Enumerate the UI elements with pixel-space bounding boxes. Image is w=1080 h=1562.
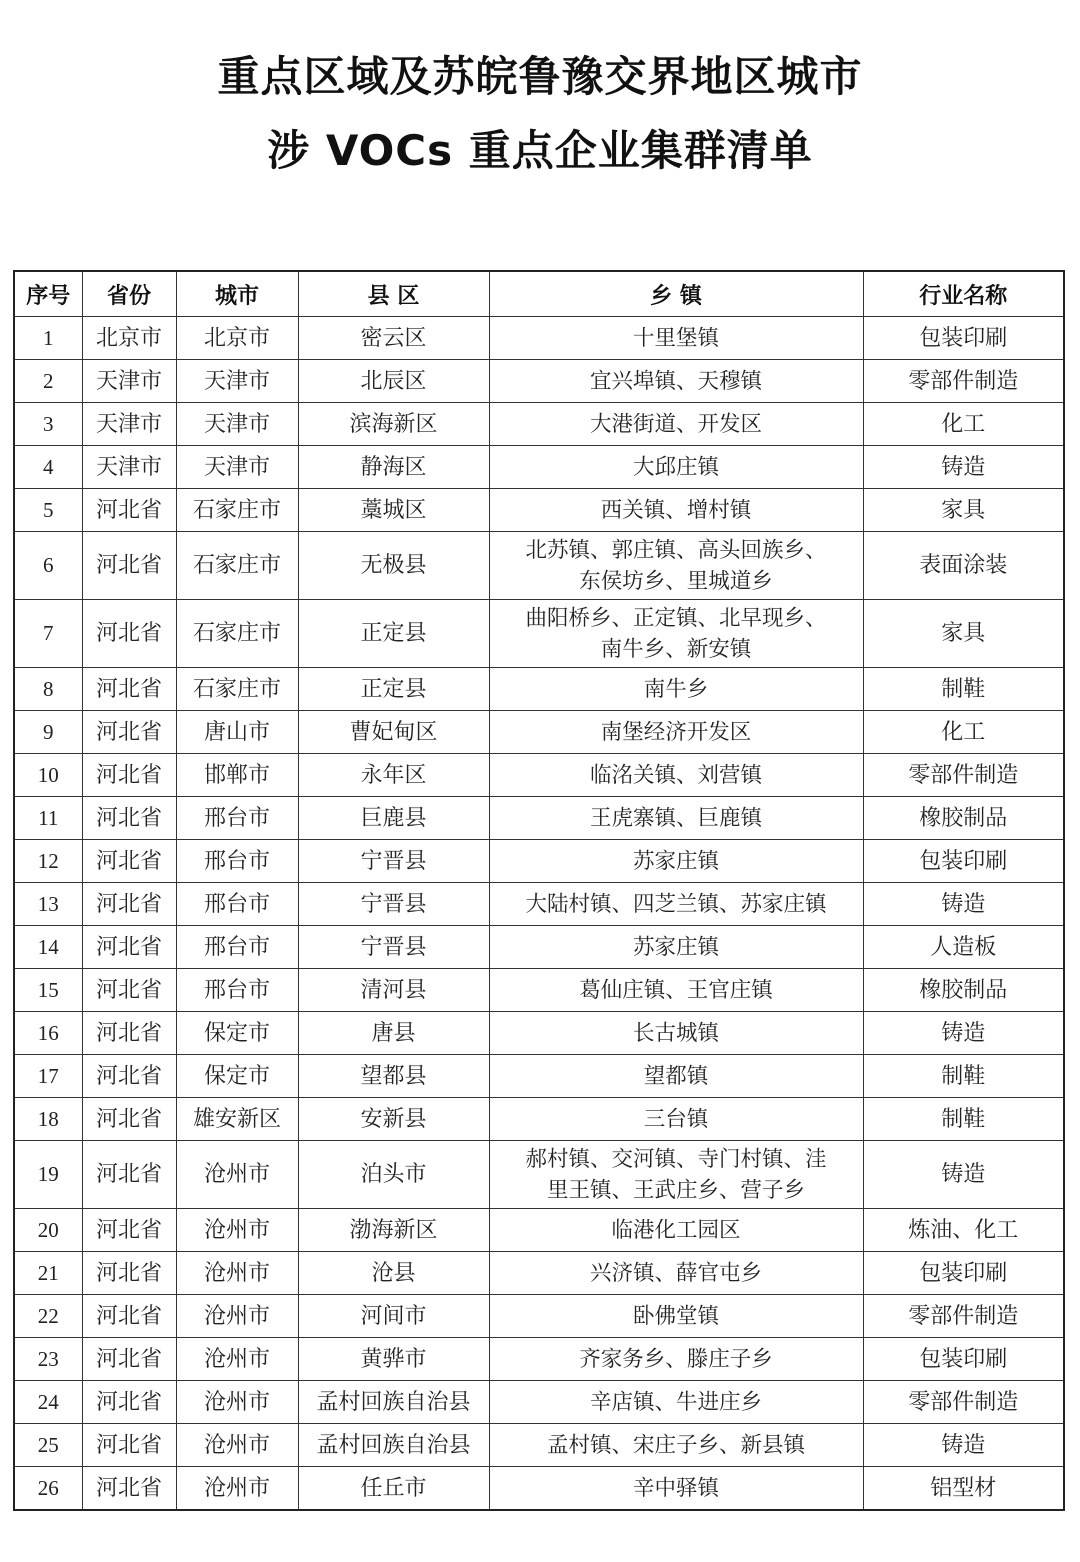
cell-province: 河北省 bbox=[82, 926, 176, 969]
cell-industry: 制鞋 bbox=[863, 668, 1064, 711]
cell-town: 宜兴埠镇、天穆镇 bbox=[489, 360, 863, 403]
cell-index: 1 bbox=[14, 317, 82, 360]
cell-town-line1: 曲阳桥乡、正定镇、北早现乡、 bbox=[525, 605, 827, 631]
cell-county: 孟村回族自治县 bbox=[298, 1381, 489, 1424]
cell-county: 静海区 bbox=[298, 446, 489, 489]
cell-city: 石家庄市 bbox=[176, 489, 298, 532]
cell-town bbox=[489, 600, 863, 668]
table-row bbox=[14, 1295, 1064, 1338]
cell-index: 25 bbox=[14, 1424, 82, 1467]
cell-province: 河北省 bbox=[82, 489, 176, 532]
cell-industry: 人造板 bbox=[863, 926, 1064, 969]
table-row bbox=[14, 446, 1064, 489]
table-row bbox=[14, 1338, 1064, 1381]
cell-city: 保定市 bbox=[176, 1055, 298, 1098]
cell-town: 南堡经济开发区 bbox=[489, 711, 863, 754]
table-row bbox=[14, 1424, 1064, 1467]
cell-city: 天津市 bbox=[176, 446, 298, 489]
cell-city: 邢台市 bbox=[176, 926, 298, 969]
cell-index: 3 bbox=[14, 403, 82, 446]
cell-city: 沧州市 bbox=[176, 1141, 298, 1209]
cell-industry: 铸造 bbox=[863, 883, 1064, 926]
cell-county: 巨鹿县 bbox=[298, 797, 489, 840]
cell-industry: 制鞋 bbox=[863, 1055, 1064, 1098]
cell-county: 北辰区 bbox=[298, 360, 489, 403]
cell-town-line2: 南牛乡、新安镇 bbox=[600, 636, 752, 662]
document-title-line2: 涉 VOCs 重点企业集群清单 bbox=[267, 126, 813, 175]
cell-city: 沧州市 bbox=[176, 1295, 298, 1338]
table-row bbox=[14, 360, 1064, 403]
table-row bbox=[14, 1098, 1064, 1141]
cell-industry: 包装印刷 bbox=[863, 1252, 1064, 1295]
cell-city: 保定市 bbox=[176, 1012, 298, 1055]
cell-industry: 零部件制造 bbox=[863, 360, 1064, 403]
cell-industry: 零部件制造 bbox=[863, 1295, 1064, 1338]
cell-province: 北京市 bbox=[82, 317, 176, 360]
cell-index: 13 bbox=[14, 883, 82, 926]
cell-city: 沧州市 bbox=[176, 1209, 298, 1252]
cell-province: 河北省 bbox=[82, 1295, 176, 1338]
cell-town: 南牛乡 bbox=[489, 668, 863, 711]
cell-province: 河北省 bbox=[82, 600, 176, 668]
cell-town: 苏家庄镇 bbox=[489, 926, 863, 969]
table-header-row bbox=[14, 271, 1064, 317]
cell-index: 9 bbox=[14, 711, 82, 754]
cell-town: 辛店镇、牛进庄乡 bbox=[489, 1381, 863, 1424]
cell-county: 藁城区 bbox=[298, 489, 489, 532]
cell-index: 10 bbox=[14, 754, 82, 797]
cell-industry: 铸造 bbox=[863, 1424, 1064, 1467]
cell-industry: 化工 bbox=[863, 403, 1064, 446]
cell-county: 滨海新区 bbox=[298, 403, 489, 446]
cell-city: 邢台市 bbox=[176, 840, 298, 883]
cell-county: 密云区 bbox=[298, 317, 489, 360]
cell-town: 王虎寨镇、巨鹿镇 bbox=[489, 797, 863, 840]
cell-index: 23 bbox=[14, 1338, 82, 1381]
table-row bbox=[14, 1141, 1064, 1209]
cell-city: 邢台市 bbox=[176, 969, 298, 1012]
cell-index: 6 bbox=[14, 532, 82, 600]
cell-industry: 包装印刷 bbox=[863, 840, 1064, 883]
table-row bbox=[14, 317, 1064, 360]
header-town: 乡 镇 bbox=[489, 271, 863, 317]
cell-province: 天津市 bbox=[82, 360, 176, 403]
table-row bbox=[14, 1467, 1064, 1511]
table-row bbox=[14, 711, 1064, 754]
header-city: 城市 bbox=[176, 271, 298, 317]
cell-city: 石家庄市 bbox=[176, 668, 298, 711]
table-row bbox=[14, 1012, 1064, 1055]
header-county: 县 区 bbox=[298, 271, 489, 317]
table-row bbox=[14, 754, 1064, 797]
cell-city: 沧州市 bbox=[176, 1338, 298, 1381]
cell-index: 24 bbox=[14, 1381, 82, 1424]
cell-industry: 家具 bbox=[863, 489, 1064, 532]
cell-town: 孟村镇、宋庄子乡、新县镇 bbox=[489, 1424, 863, 1467]
cell-town: 葛仙庄镇、王官庄镇 bbox=[489, 969, 863, 1012]
cell-county: 清河县 bbox=[298, 969, 489, 1012]
cell-province: 河北省 bbox=[82, 1098, 176, 1141]
cell-town-line2: 里王镇、王武庄乡、营子乡 bbox=[546, 1177, 805, 1203]
cell-city: 沧州市 bbox=[176, 1424, 298, 1467]
cell-county: 望都县 bbox=[298, 1055, 489, 1098]
cell-county: 泊头市 bbox=[298, 1141, 489, 1209]
cell-province: 河北省 bbox=[82, 1381, 176, 1424]
cell-town: 大陆村镇、四芝兰镇、苏家庄镇 bbox=[489, 883, 863, 926]
cell-index: 21 bbox=[14, 1252, 82, 1295]
cell-city: 天津市 bbox=[176, 403, 298, 446]
cell-county: 宁晋县 bbox=[298, 883, 489, 926]
cell-province: 河北省 bbox=[82, 1424, 176, 1467]
cell-index: 20 bbox=[14, 1209, 82, 1252]
cell-town bbox=[489, 1141, 863, 1209]
cell-town: 望都镇 bbox=[489, 1055, 863, 1098]
cell-town bbox=[489, 532, 863, 600]
cell-industry: 炼油、化工 bbox=[863, 1209, 1064, 1252]
cell-province: 河北省 bbox=[82, 1012, 176, 1055]
document-title-line1: 重点区域及苏皖鲁豫交界地区城市 bbox=[217, 52, 863, 101]
cell-province: 天津市 bbox=[82, 403, 176, 446]
header-province: 省份 bbox=[82, 271, 176, 317]
cell-county: 渤海新区 bbox=[298, 1209, 489, 1252]
cell-county: 河间市 bbox=[298, 1295, 489, 1338]
cell-city: 沧州市 bbox=[176, 1252, 298, 1295]
cell-index: 7 bbox=[14, 600, 82, 668]
cell-town-line1: 郝村镇、交河镇、寺门村镇、洼 bbox=[525, 1146, 827, 1172]
cell-industry: 铸造 bbox=[863, 446, 1064, 489]
cell-town: 西关镇、增村镇 bbox=[489, 489, 863, 532]
table-row bbox=[14, 1381, 1064, 1424]
cell-province: 河北省 bbox=[82, 532, 176, 600]
enterprise-cluster-table bbox=[13, 270, 1065, 1511]
cell-city: 天津市 bbox=[176, 360, 298, 403]
cell-province: 河北省 bbox=[82, 711, 176, 754]
table-row bbox=[14, 489, 1064, 532]
cell-industry: 表面涂装 bbox=[863, 532, 1064, 600]
cell-town: 十里堡镇 bbox=[489, 317, 863, 360]
cell-town: 齐家务乡、滕庄子乡 bbox=[489, 1338, 863, 1381]
cell-province: 天津市 bbox=[82, 446, 176, 489]
table-row bbox=[14, 1252, 1064, 1295]
cell-province: 河北省 bbox=[82, 969, 176, 1012]
cell-county: 安新县 bbox=[298, 1098, 489, 1141]
table-row bbox=[14, 403, 1064, 446]
cell-town: 三台镇 bbox=[489, 1098, 863, 1141]
cell-industry: 化工 bbox=[863, 711, 1064, 754]
cell-industry: 家具 bbox=[863, 600, 1064, 668]
table-row bbox=[14, 532, 1064, 600]
cell-province: 河北省 bbox=[82, 668, 176, 711]
cell-town-line2: 东侯坊乡、里城道乡 bbox=[579, 568, 773, 594]
cell-industry: 包装印刷 bbox=[863, 317, 1064, 360]
cell-city: 邯郸市 bbox=[176, 754, 298, 797]
cell-county: 宁晋县 bbox=[298, 840, 489, 883]
cell-town: 长古城镇 bbox=[489, 1012, 863, 1055]
cell-county: 曹妃甸区 bbox=[298, 711, 489, 754]
table-row bbox=[14, 883, 1064, 926]
cell-city: 邢台市 bbox=[176, 797, 298, 840]
cell-index: 15 bbox=[14, 969, 82, 1012]
cell-industry: 铸造 bbox=[863, 1012, 1064, 1055]
cell-industry: 零部件制造 bbox=[863, 754, 1064, 797]
cell-industry: 铝型材 bbox=[863, 1467, 1064, 1511]
cell-province: 河北省 bbox=[82, 883, 176, 926]
cell-county: 沧县 bbox=[298, 1252, 489, 1295]
cell-province: 河北省 bbox=[82, 797, 176, 840]
cell-county: 无极县 bbox=[298, 532, 489, 600]
cell-industry: 制鞋 bbox=[863, 1098, 1064, 1141]
cell-index: 11 bbox=[14, 797, 82, 840]
cell-town-line1: 北苏镇、郭庄镇、高头回族乡、 bbox=[525, 537, 827, 563]
cell-city: 沧州市 bbox=[176, 1381, 298, 1424]
cell-index: 16 bbox=[14, 1012, 82, 1055]
cell-index: 22 bbox=[14, 1295, 82, 1338]
cell-town: 临洺关镇、刘营镇 bbox=[489, 754, 863, 797]
cell-index: 18 bbox=[14, 1098, 82, 1141]
table-row bbox=[14, 668, 1064, 711]
cell-town: 辛中驿镇 bbox=[489, 1467, 863, 1511]
cell-industry: 铸造 bbox=[863, 1141, 1064, 1209]
table-row bbox=[14, 797, 1064, 840]
cell-industry: 包装印刷 bbox=[863, 1338, 1064, 1381]
cell-county: 永年区 bbox=[298, 754, 489, 797]
cell-city: 雄安新区 bbox=[176, 1098, 298, 1141]
table-row bbox=[14, 1055, 1064, 1098]
cell-province: 河北省 bbox=[82, 754, 176, 797]
table-row bbox=[14, 1209, 1064, 1252]
cell-province: 河北省 bbox=[82, 1141, 176, 1209]
cell-province: 河北省 bbox=[82, 1055, 176, 1098]
cell-index: 26 bbox=[14, 1467, 82, 1511]
cell-index: 17 bbox=[14, 1055, 82, 1098]
cell-province: 河北省 bbox=[82, 1467, 176, 1511]
cell-town: 兴济镇、薛官屯乡 bbox=[489, 1252, 863, 1295]
table-row bbox=[14, 969, 1064, 1012]
cell-index: 14 bbox=[14, 926, 82, 969]
cell-county: 唐县 bbox=[298, 1012, 489, 1055]
cell-county: 宁晋县 bbox=[298, 926, 489, 969]
table-row bbox=[14, 926, 1064, 969]
cell-town: 大港街道、开发区 bbox=[489, 403, 863, 446]
header-industry: 行业名称 bbox=[863, 271, 1064, 317]
cell-city: 北京市 bbox=[176, 317, 298, 360]
cell-city: 石家庄市 bbox=[176, 532, 298, 600]
header-index: 序号 bbox=[14, 271, 82, 317]
cell-town: 卧佛堂镇 bbox=[489, 1295, 863, 1338]
cell-county: 孟村回族自治县 bbox=[298, 1424, 489, 1467]
cell-county: 正定县 bbox=[298, 600, 489, 668]
cell-city: 邢台市 bbox=[176, 883, 298, 926]
cell-province: 河北省 bbox=[82, 1252, 176, 1295]
cell-county: 任丘市 bbox=[298, 1467, 489, 1511]
cell-town: 大邱庄镇 bbox=[489, 446, 863, 489]
cell-town: 临港化工园区 bbox=[489, 1209, 863, 1252]
cell-industry: 零部件制造 bbox=[863, 1381, 1064, 1424]
cell-industry: 橡胶制品 bbox=[863, 797, 1064, 840]
cell-city: 沧州市 bbox=[176, 1467, 298, 1511]
cell-index: 4 bbox=[14, 446, 82, 489]
cell-city: 唐山市 bbox=[176, 711, 298, 754]
cell-county: 黄骅市 bbox=[298, 1338, 489, 1381]
cell-index: 5 bbox=[14, 489, 82, 532]
cell-index: 2 bbox=[14, 360, 82, 403]
cell-town: 苏家庄镇 bbox=[489, 840, 863, 883]
cell-province: 河北省 bbox=[82, 1209, 176, 1252]
cell-province: 河北省 bbox=[82, 840, 176, 883]
cell-index: 19 bbox=[14, 1141, 82, 1209]
cell-province: 河北省 bbox=[82, 1338, 176, 1381]
cell-city: 石家庄市 bbox=[176, 600, 298, 668]
table-row bbox=[14, 600, 1064, 668]
cell-county: 正定县 bbox=[298, 668, 489, 711]
table-row bbox=[14, 840, 1064, 883]
cell-industry: 橡胶制品 bbox=[863, 969, 1064, 1012]
cell-index: 12 bbox=[14, 840, 82, 883]
cell-index: 8 bbox=[14, 668, 82, 711]
